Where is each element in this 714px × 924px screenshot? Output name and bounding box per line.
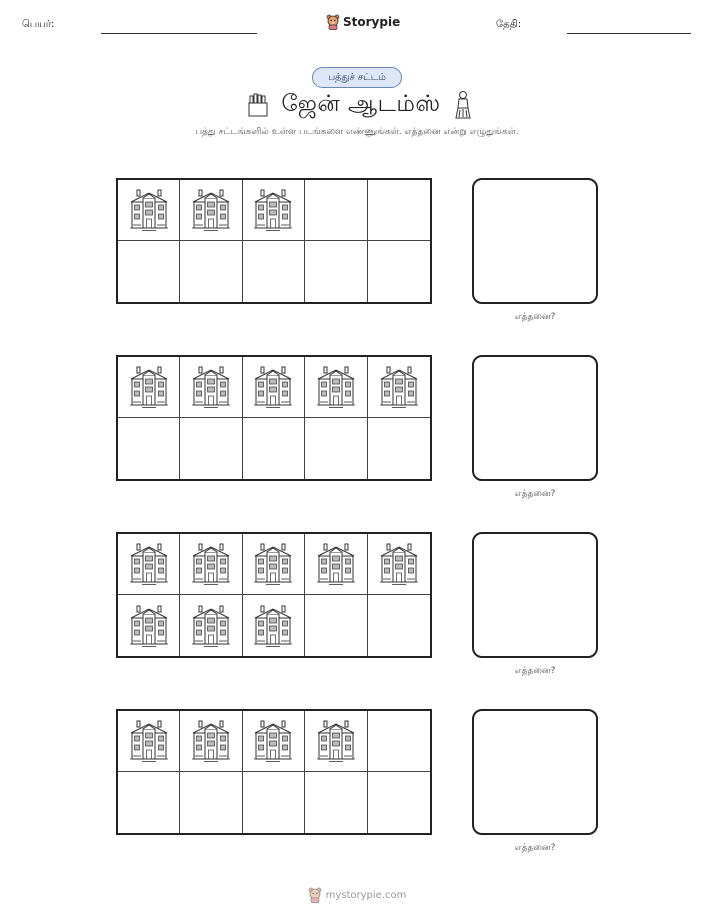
building-icon (252, 365, 294, 409)
figure-icon (453, 90, 473, 120)
answer-prompt-1: எத்தனை? (514, 312, 556, 322)
building-icon (315, 719, 357, 763)
building-icon (190, 365, 232, 409)
answer-box-2[interactable] (472, 355, 598, 481)
frame-cell (118, 180, 180, 241)
frame-cell (118, 357, 180, 418)
frame-cell (180, 772, 242, 833)
title-text: ஜேன் ஆடம்ஸ் (281, 90, 441, 117)
frame-cell (118, 595, 180, 656)
building-icon (128, 188, 170, 232)
ten-frame-3 (116, 532, 432, 658)
frame-cell (180, 241, 242, 302)
frame-cell (368, 418, 430, 479)
frame-cell (180, 357, 242, 418)
worksheet-type-badge: பத்துச் சட்டம் (312, 67, 402, 88)
frame-cell (180, 534, 242, 595)
frame-cell (305, 772, 367, 833)
frame-cell (118, 418, 180, 479)
building-icon (378, 365, 420, 409)
building-icon (190, 719, 232, 763)
ten-frame-2 (116, 355, 432, 481)
frame-cell (118, 241, 180, 302)
building-icon (128, 365, 170, 409)
frame-cell (368, 711, 430, 772)
frame-cell (368, 357, 430, 418)
ten-frame-4 (116, 709, 432, 835)
frame-cell (305, 418, 367, 479)
frame-cell (368, 595, 430, 656)
building-icon (252, 542, 294, 586)
building-icon (252, 719, 294, 763)
building-icon (190, 542, 232, 586)
building-icon (128, 719, 170, 763)
frame-cell (243, 772, 305, 833)
date-line[interactable] (567, 33, 691, 34)
frame-cell (243, 241, 305, 302)
building-icon (315, 542, 357, 586)
frame-cell (180, 180, 242, 241)
date-label: தேதி: (496, 19, 522, 30)
frame-cell (368, 241, 430, 302)
building-icon (128, 542, 170, 586)
answer-box-4[interactable] (472, 709, 598, 835)
answer-box-1[interactable] (472, 178, 598, 304)
frame-cell (243, 711, 305, 772)
bear-logo-icon (308, 887, 322, 903)
frame-cell (180, 711, 242, 772)
answer-prompt-2: எத்தனை? (514, 489, 556, 499)
building-icon (378, 542, 420, 586)
page-title (240, 88, 480, 122)
building-icon (128, 604, 170, 648)
brand-name: Storypie (343, 15, 401, 29)
building-icon (315, 365, 357, 409)
name-line[interactable] (101, 33, 257, 34)
frame-cell (305, 241, 367, 302)
frame-cell (368, 772, 430, 833)
frame-cell (243, 595, 305, 656)
frame-cell (243, 357, 305, 418)
frame-cell (368, 180, 430, 241)
frame-cell (180, 595, 242, 656)
frame-cell (118, 711, 180, 772)
bear-logo-icon (326, 14, 340, 30)
frame-cell (243, 180, 305, 241)
answer-box-3[interactable] (472, 532, 598, 658)
building-icon (252, 188, 294, 232)
name-label: பெயர்: (22, 19, 55, 30)
instructions: பத்து சட்டங்களில் உள்ள படங்களை எண்ணுங்கள். எத்தனை என்று எழுதுங்கள். (195, 127, 519, 137)
brand-logo (326, 14, 400, 30)
answer-prompt-3: எத்தனை? (514, 666, 556, 676)
footer-url: mystorypie.com (325, 889, 407, 901)
footer (0, 887, 714, 903)
frame-cell (180, 418, 242, 479)
building-icon (252, 604, 294, 648)
crayon-box-icon (247, 92, 269, 118)
answer-prompt-4: எத்தனை? (514, 843, 556, 853)
building-icon (190, 188, 232, 232)
frame-cell (368, 534, 430, 595)
frame-cell (243, 418, 305, 479)
frame-cell (118, 772, 180, 833)
building-icon (190, 604, 232, 648)
frame-cell (305, 180, 367, 241)
frame-cell (243, 534, 305, 595)
frame-cell (305, 357, 367, 418)
frame-cell (305, 534, 367, 595)
ten-frame-1 (116, 178, 432, 304)
frame-cell (118, 534, 180, 595)
frame-cell (305, 711, 367, 772)
frame-cell (305, 595, 367, 656)
